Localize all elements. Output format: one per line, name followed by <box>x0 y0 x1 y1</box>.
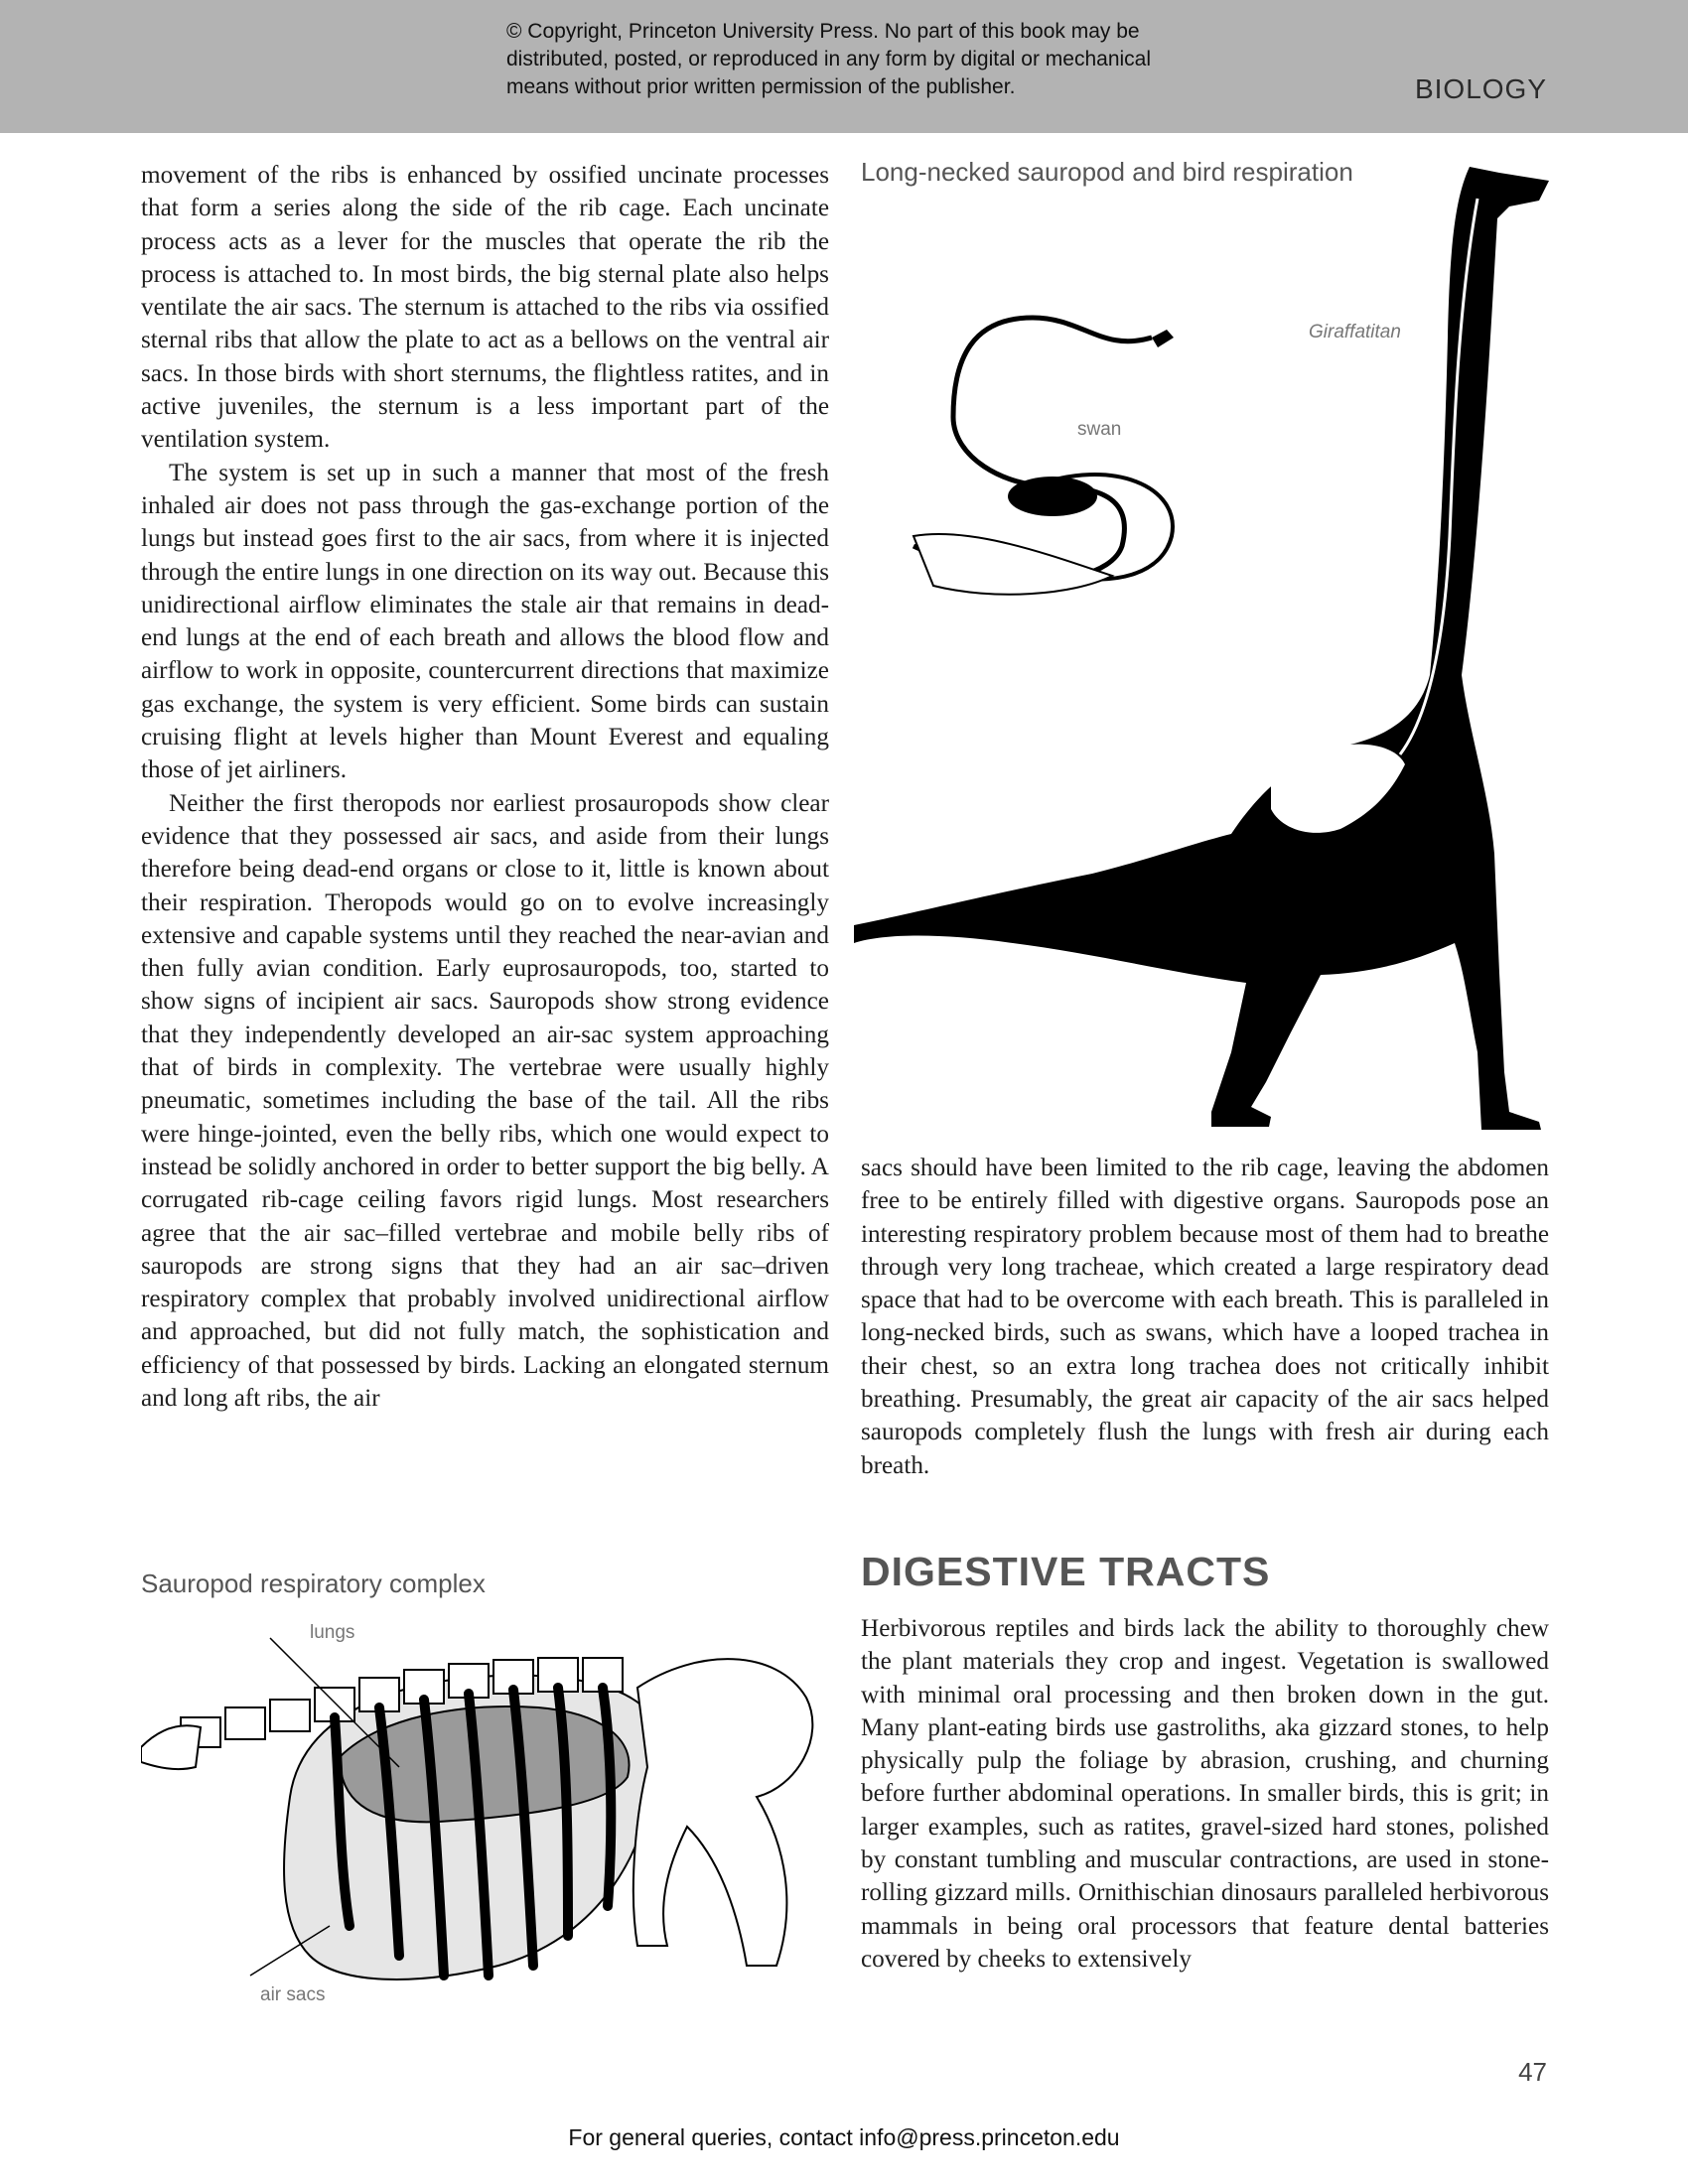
pelvis <box>633 1659 813 1966</box>
paragraph: Herbivorous reptiles and birds lack the ability to thoroughly chew the plant materials they crop and ingest. Vegetation is swallowed with minimal oral processing and then broken down in the gut. Many plant-eating birds use gastroliths, aka gizzard stones, to help physically pulp the foliage by abrasion, crushing, and churning before further abdominal operations. In smaller birds, this is grit; in larger examples, such as ratites, gravel-sized hard stones, polished by constant tumbling and muscular contractions, are used in stone-rolling gizzard mills. Ornithischian dinosaurs paralleled herbivorous mammals in being oral processors that feature dental batteries covered by cheeks to extensively <box>861 1615 1549 1973</box>
paragraph: Neither the first theropods nor earliest prosauropods show clear evidence that they possessed air sacs, and aside from their lungs therefore being dead-end organs or close to it, little is known about their respiration. Theropods would go on to evolve increasingly extensive and capable systems until they reached the near-avian and then fully avian condition. Early euprosauropods, too, started to show signs of incipient air sacs. Sauropods show strong evidence that they independently developed an air-sac system approaching that of birds in complexity. The vertebrae were usually highly pneumatic, sometimes including the base of the tail. All the ribs were hinge-jointed, even the belly ribs, which one would expect to instead be solidly anchored in order to better support the big belly. A corrugated rib-cage ceiling favors rigid lungs. Most researchers agree that the air sac–filled vertebrae and mobile belly ribs of sauropods are strong signs that they had an air sac–driven respiratory complex that probably involved unidirectional airflow and approached, but did not fully match, the sophistication and efficiency of that possessed by birds. Lacking an elongated sternum and long aft ribs, the air <box>141 789 829 1412</box>
footer-contact: For general queries, contact info@press.princeton.edu <box>568 2124 1120 2150</box>
right-column-bottom <box>861 1612 1549 1976</box>
label-air-sacs: air sacs <box>260 1984 326 2005</box>
swan-illustration <box>914 318 1174 595</box>
copyright-notice <box>506 18 1221 101</box>
paragraph: movement of the ribs is enhanced by ossified uncinate processes that form a series along the side of the rib cage. Each uncinate process acts as a lever for the muscles that operate the rib the process is attached to. In most birds, the big sternal plate also helps ventilate the air sacs. The sternum is attached to the ribs via ossified sternal ribs that allow the plate to act as a bellows on the ventral air sacs. In those birds with short sternums, the flightless ratites, and in active juveniles, the sternum is a less important part of the ventilation system. <box>141 162 829 454</box>
paragraph: The system is set up in such a manner that most of the fresh inhaled air does not pass through the gas-exchange portion of the lungs but instead goes first to the air sacs, from where it is injected through the entire lungs in one direction on its way out. Because this unidirectional airflow eliminates the stale air that remains in dead-end lungs at the end of each breath and allows the blood flow and airflow to work in opposite, countercurrent directions that maximize gas exchange, the system is very efficient. Some birds can sustain cruising flight at levels higher than Mount Everest and equaling those of jet airliners. <box>141 459 829 784</box>
section-title: BIOLOGY <box>1414 73 1547 104</box>
section-heading: DIGESTIVE TRACTS <box>861 1549 1271 1594</box>
copyright-line: © Copyright, Princeton University Press. No part of this book may be <box>506 20 1140 43</box>
giraffatitan-silhouette <box>854 167 1549 1130</box>
figure-title-respiratory-complex: Sauropod respiratory complex <box>141 1569 486 1598</box>
left-column <box>141 159 829 1415</box>
copyright-line: means without prior written permission of the publisher. <box>506 75 1016 98</box>
paragraph: sacs should have been limited to the rib cage, leaving the abdomen free to be entirely filled with digestive organs. Sauropods pose an interesting respiratory problem because most of them had to breathe through very long tracheae, which created a large respiratory dead space that had to be overcome with each breath. This is paralleled in long-necked birds, such as swans, which have a looped trachea in their chest, so an extra long trachea does not critically inhibit breathing. Presumably, the great air capacity of the air sacs helped sauropods completely flush the lungs with fresh air during each breath. <box>861 1155 1549 1479</box>
label-lungs: lungs <box>310 1622 355 1643</box>
copyright-line: distributed, posted, or reproduced in any form by digital or mechanical <box>506 48 1152 70</box>
sauropod-swan-illustration <box>854 159 1549 1152</box>
figure-title-respiration: Long-necked sauropod and bird respiration <box>861 157 1353 187</box>
label-swan: swan <box>1077 419 1122 440</box>
copyright-banner <box>0 0 1688 133</box>
respiratory-complex-illustration <box>141 1608 826 2025</box>
swan-lung <box>1008 477 1097 516</box>
swan-sternum <box>914 534 1112 595</box>
neck-base <box>141 1725 201 1769</box>
page-number: 47 <box>1518 2057 1547 2087</box>
label-giraffatitan: Giraffatitan <box>1309 322 1401 342</box>
right-column-top <box>861 1152 1549 1482</box>
